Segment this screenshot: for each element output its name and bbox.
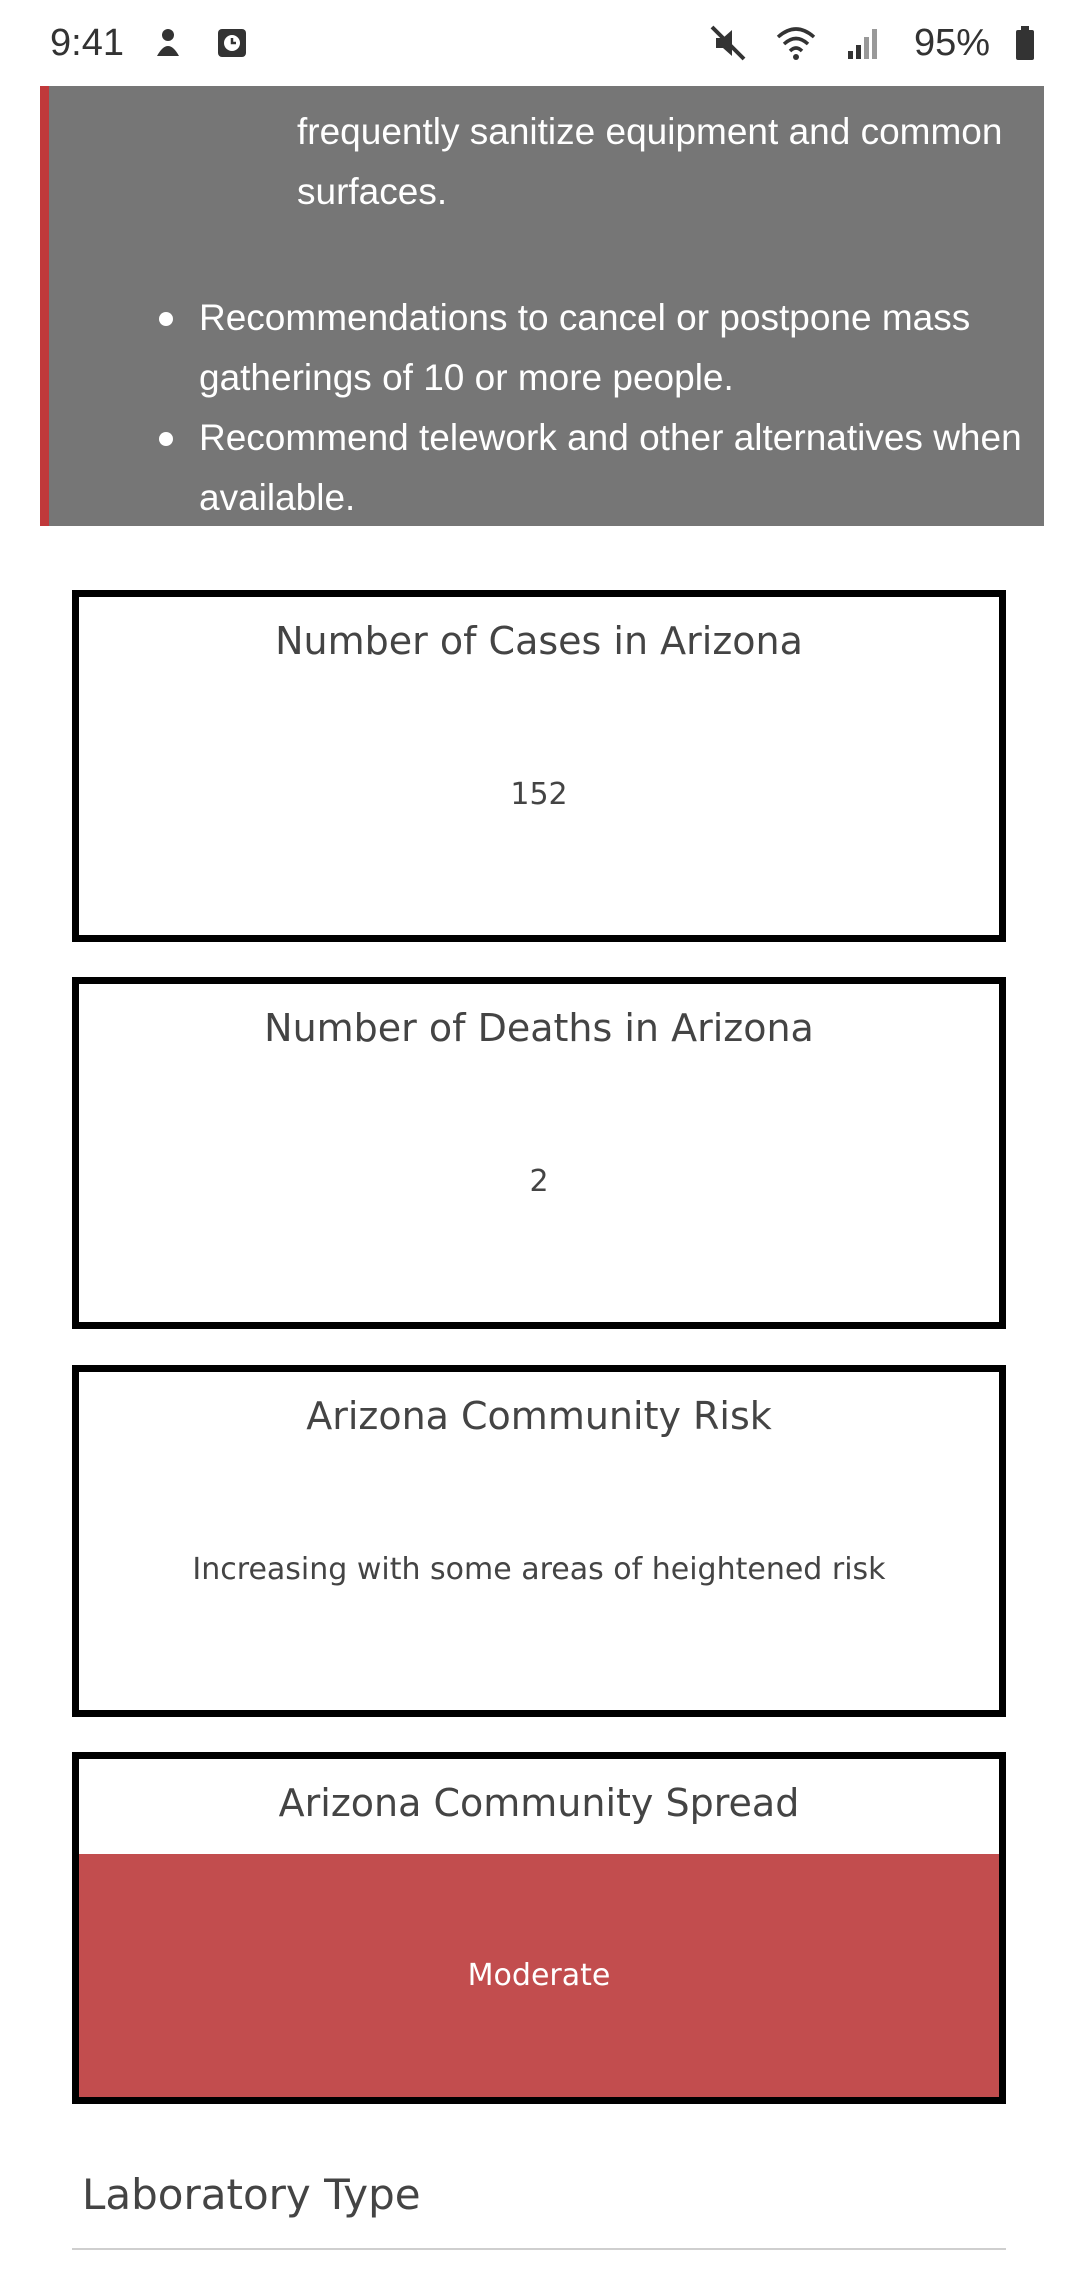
advisory-bullet: Recommendations to cancel or postpone mass gatherings of 10 or more people.: [159, 288, 1039, 408]
status-left: [50, 22, 252, 65]
advisory-sub-text: frequently sanitize equipment and common surfaces.: [297, 111, 1003, 212]
spread-band: [79, 1854, 999, 2097]
signal-icon: [842, 23, 886, 63]
section-divider: [72, 2248, 1006, 2250]
risk-card-value: Increasing with some areas of heightened risk: [192, 1551, 886, 1587]
alarm-icon: [212, 23, 252, 63]
advisory-list: [159, 288, 1039, 528]
cases-card: [72, 590, 1006, 942]
deaths-card: [72, 977, 1006, 1329]
deaths-card-title: Number of Deaths in Arizona: [264, 1006, 814, 1050]
cases-card-title: Number of Cases in Arizona: [275, 619, 803, 663]
wifi-icon: [774, 23, 818, 63]
laboratory-type-heading: Laboratory Type: [82, 2170, 421, 2219]
mute-icon: [706, 23, 750, 63]
deaths-card-value: 2: [529, 1163, 549, 1199]
spread-card-value: Moderate: [467, 1958, 611, 1993]
status-time: 9:41: [50, 21, 124, 64]
status-right: [706, 22, 1036, 65]
notification-icon: [148, 23, 188, 63]
battery-icon: [1014, 23, 1036, 63]
risk-card-title: Arizona Community Risk: [306, 1394, 772, 1438]
status-bar: [0, 0, 1080, 86]
risk-card: [72, 1365, 1006, 1717]
advisory-panel: [40, 86, 1044, 526]
battery-level: 95%: [913, 21, 990, 64]
advisory-bullet: Recommend telework and other alternatives when available.: [159, 408, 1039, 528]
cases-card-value: 152: [510, 776, 568, 812]
spread-card: [72, 1752, 1006, 2104]
spread-card-title: Arizona Community Spread: [278, 1781, 800, 1825]
